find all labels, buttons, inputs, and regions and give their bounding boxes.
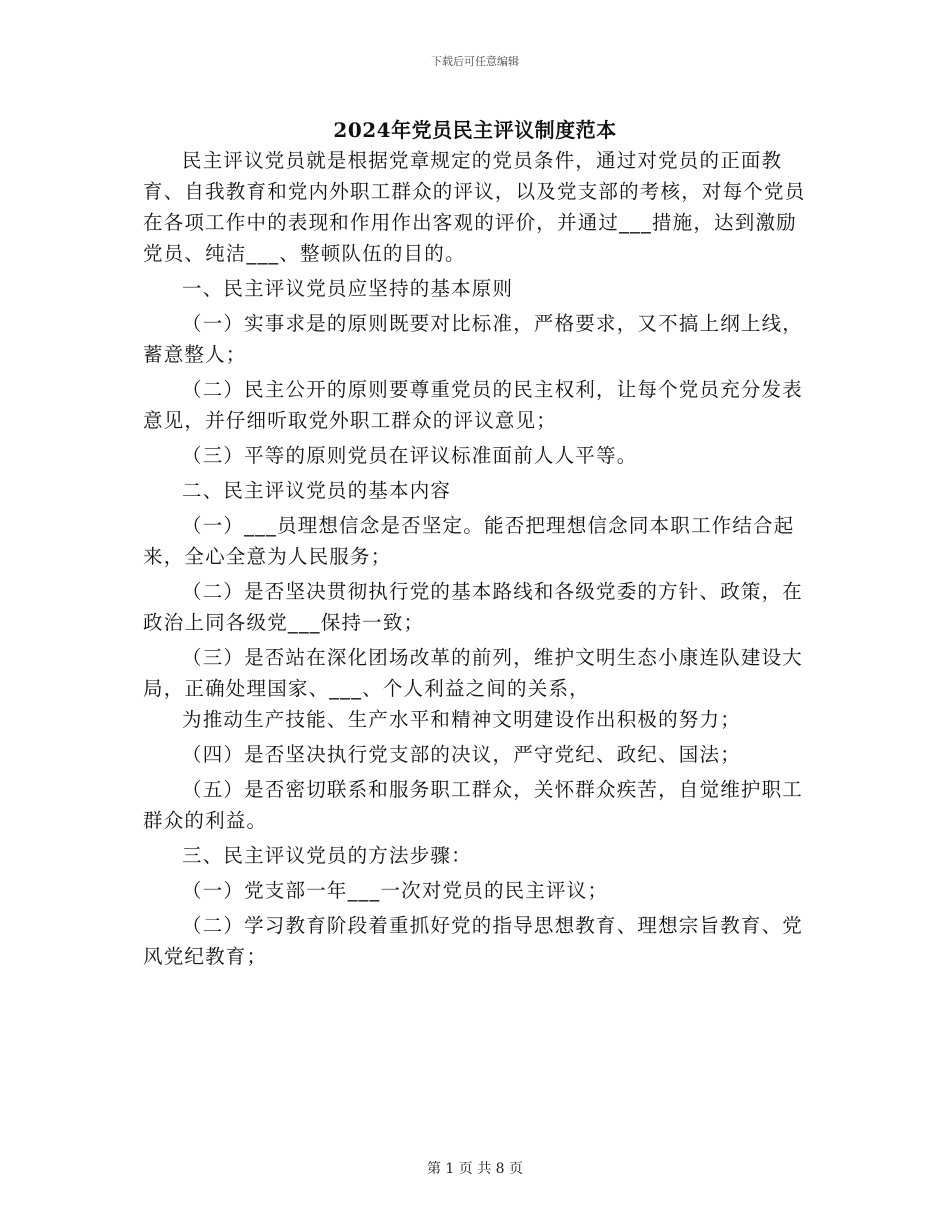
- document-body: [143, 145, 807, 976]
- paragraph-1-2: （二）民主公开的原则要尊重党员的民主权利，让每个党员充分发表意见，并仔细听取党外职工群众的评议意见；: [143, 378, 804, 432]
- section-heading-1: 一、民主评议党员应坚持的基本原则: [182, 277, 514, 300]
- section-heading-2: 二、民主评议党员的基本内容: [182, 479, 452, 502]
- paragraph-2-3: （三）是否站在深化团场改革的前列，维护文明生态小康连队建设大局，正确处理国家、___、个人利益之间的关系，: [143, 646, 804, 700]
- paragraph-2-4: （四）是否坚决执行党支部的决议，严守党纪、政纪、国法；: [182, 743, 741, 766]
- section-heading-3: 三、民主评议党员的方法步骤：: [182, 844, 472, 867]
- paragraph-2-5: （五）是否密切联系和服务职工群众，关怀群众疾苦，自觉维护职工群众的利益。: [143, 778, 804, 832]
- paragraph-1-3: （三）平等的原则党员在评议标准面前人人平等。: [182, 444, 638, 467]
- paragraph-3-2: （二）学习教育阶段着重抓好党的指导思想教育、理想宗旨教育、党风党纪教育；: [143, 914, 804, 968]
- page-footer: 第 1 页 共 8 页: [426, 1161, 524, 1177]
- paragraph-2-2: （二）是否坚决贯彻执行党的基本路线和各级党委的方针、政策，在政治上同各级党___保持一致；: [143, 580, 804, 634]
- paragraph-3-1: （一）党支部一年___一次对党员的民主评议；: [182, 879, 609, 902]
- paragraph-1-1: （一）实事求是的原则既要对比标准，严格要求，又不搞上纲上线，蓄意整人；: [143, 312, 804, 366]
- intro-paragraph: 民主评议党员就是根据党章规定的党员条件，通过对党员的正面教育、自我教育和党内外职工群众的评议，以及党支部的考核，对每个党员在各项工作中的表现和作用作出客观的评价，并通过___措施，达到激励党员、纯洁___、整顿队伍的目的。: [143, 149, 806, 265]
- paragraph-2-1: （一）___员理想信念是否坚定。能否把理想信念同本职工作结合起来，全心全意为人民服务；: [143, 514, 795, 568]
- paragraph-2-3-continued: 为推动生产技能、生产水平和精神文明建设作出积极的努力；: [182, 708, 741, 731]
- document-title: 2024年党员民主评议制度范本: [333, 118, 617, 142]
- header-note: 下载后可任意编辑: [431, 55, 519, 68]
